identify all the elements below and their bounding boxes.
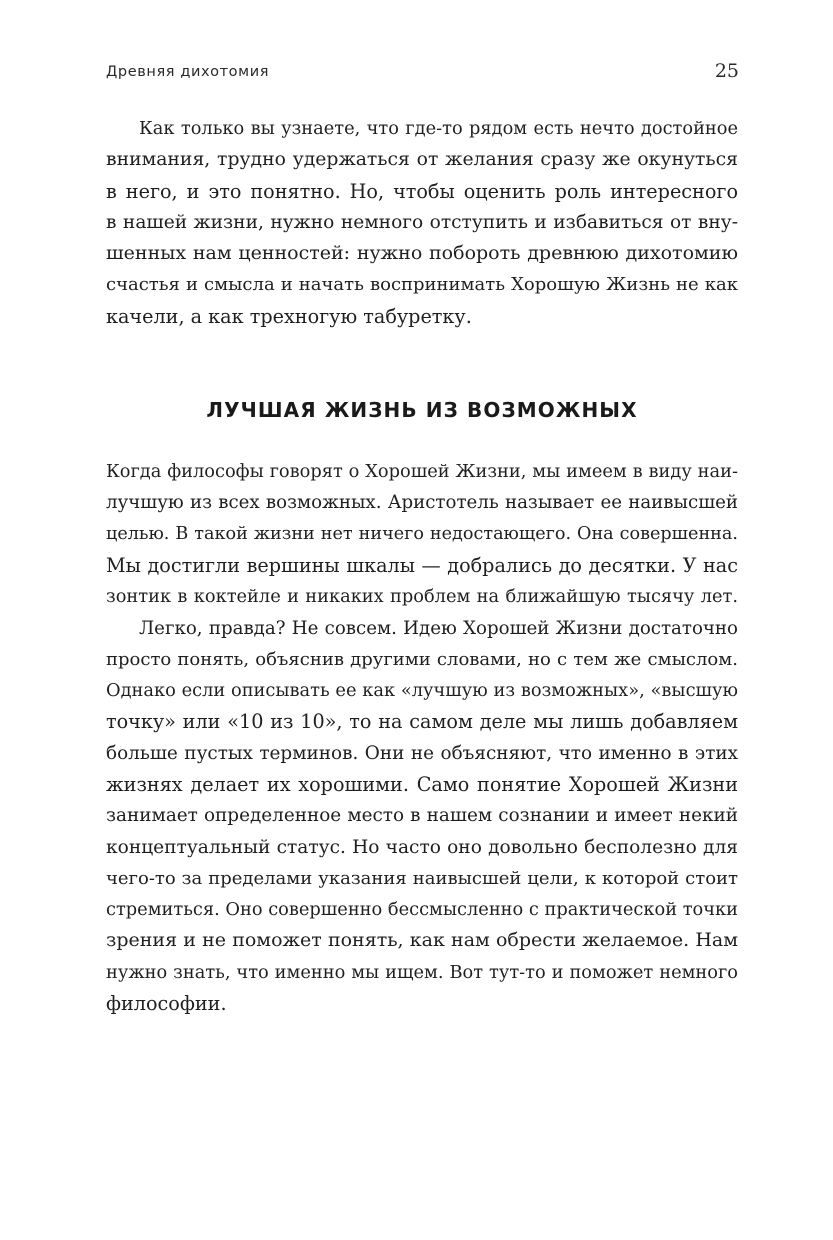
- paragraph-line: жизнях делает их хорошими. Само понятие Хорошей Жизни: [106, 772, 738, 796]
- paragraph-line: Когда философы говорят о Хорошей Жизни, мы имеем в виду наи-: [106, 461, 738, 482]
- paragraph-line: в нашей жизни, нужно немного отступить и избавиться от вну-: [106, 211, 738, 233]
- paragraph-line: чего-то за пределами указания наивысшей цели, к которой стоит: [106, 867, 738, 889]
- paragraph-line: философии.: [106, 992, 227, 1016]
- paragraph-line: зонтик в коктейле и никаких проблем на ближайшую тысячу лет.: [106, 586, 738, 608]
- paragraph-line: концептуальный статус. Но часто оно довольно бесполезно для: [106, 836, 738, 858]
- running-title: Древняя дихотомия: [106, 64, 270, 80]
- paragraph-line: нужно знать, что именно мы ищем. Вот тут-то и поможет немного: [106, 961, 738, 983]
- paragraph-line: счастья и смысла и начать воспринимать Хорошую Жизнь не как: [106, 274, 738, 296]
- section-paragraph-1: [106, 456, 738, 612]
- paragraph-line: Легко, правда? Не совсем. Идею Хорошей Жизни достаточно: [139, 617, 738, 639]
- paragraph-line: стремиться. Оно совершенно бессмысленно с практической точки: [106, 899, 738, 921]
- section-paragraph-2: [106, 613, 738, 1020]
- paragraph-line: Однако если описывать ее как «лучшую из возможных», «высшую: [106, 680, 738, 702]
- paragraph-line: просто понять, объяснив другими словами, но с тем же смыслом.: [106, 648, 738, 670]
- paragraph-line: зрения и не поможет понять, как нам обрести желаемое. Нам: [106, 929, 738, 952]
- section-heading: ЛУЧШАЯ ЖИЗНЬ ИЗ ВОЗМОЖНЫХ: [206, 398, 638, 422]
- paragraph-line: в него, и это понятно. Но, чтобы оценить роль интересного: [106, 179, 738, 203]
- intro-paragraph: [106, 113, 738, 332]
- paragraph-line: точку» или «10 из 10», то на самом деле мы лишь добавляем: [106, 710, 738, 734]
- paragraph-line: шенных нам ценностей: нужно побороть древнюю дихотомию: [106, 242, 738, 265]
- paragraph-line: лучшую из всех возможных. Аристотель называет ее наивысшей: [106, 492, 738, 514]
- paragraph-line: Мы достигли вершины шкалы — добрались до десятки. У нас: [106, 553, 738, 577]
- paragraph-line: Как только вы узнаете, что где-то рядом есть нечто достойное: [139, 118, 738, 139]
- paragraph-line: больше пустых терминов. Они не объясняют, что именно в этих: [106, 742, 738, 764]
- paragraph-line: внимания, трудно удержаться от желания сразу же окунуться: [106, 149, 738, 171]
- paragraph-line: занимает определенное место в нашем сознании и имеет некий: [106, 805, 738, 827]
- paragraph-line: качели, а как трехногую табуретку.: [106, 304, 472, 328]
- page-number: 25: [714, 60, 739, 82]
- paragraph-line: целью. В такой жизни нет ничего недостающего. Она совершенна.: [106, 523, 738, 544]
